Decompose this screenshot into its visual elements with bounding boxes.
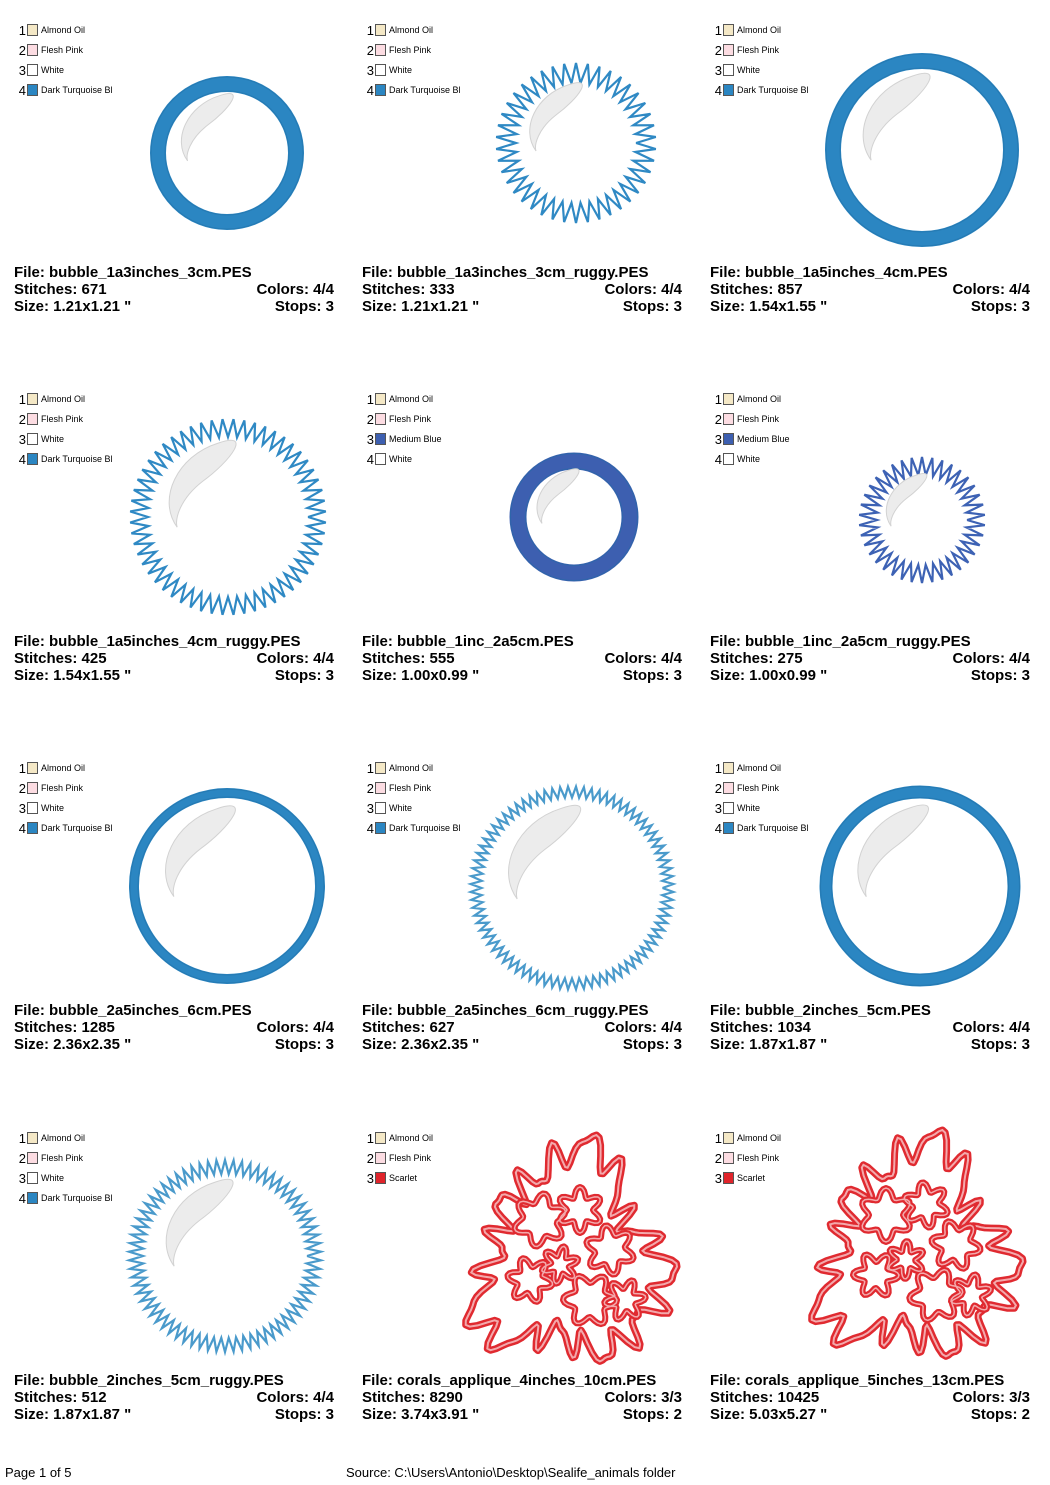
design-size: Size: 1.54x1.55 " [14,667,132,684]
color-count: Colors: 4/4 [604,1019,682,1036]
thread-color-item [16,1128,113,1148]
thread-swatch [375,44,386,56]
stitch-count: Stitches: 671 [14,281,107,298]
thread-name: Scarlet [389,1173,418,1183]
thread-name: Flesh Pink [389,1153,432,1163]
stitch-count: Stitches: 512 [14,1389,107,1406]
design-info [710,633,1030,684]
thread-color-item [712,758,809,778]
thread-name: White [389,65,413,75]
color-count: Colors: 3/3 [604,1389,682,1406]
thread-name: White [389,454,413,464]
thread-swatch [723,802,734,814]
thread-swatch [375,762,386,774]
thread-name: White [41,803,65,813]
thread-color-item [16,60,113,80]
file-name: File: bubble_1a3inches_3cm_ruggy.PES [362,264,649,281]
file-name: File: bubble_2a5inches_6cm_ruggy.PES [362,1002,649,1019]
thread-swatch [27,1152,38,1164]
design-info [710,1372,1030,1423]
thread-swatch [27,433,38,445]
thread-swatch [27,64,38,76]
thread-swatch [723,762,734,774]
design-card [710,738,1050,1098]
thread-color-list [364,1128,433,1188]
thread-name: White [737,454,761,464]
thread-color-item [16,778,113,798]
thread-swatch [375,393,386,405]
design-size: Size: 1.87x1.87 " [710,1036,828,1053]
thread-color-item [712,1168,781,1188]
thread-number: 3 [18,1170,26,1186]
color-count: Colors: 3/3 [952,1389,1030,1406]
file-name: File: bubble_1inc_2a5cm.PES [362,633,574,650]
thread-color-item [364,389,442,409]
thread-number: 4 [714,451,722,467]
thread-color-item [364,80,461,100]
thread-name: Almond Oil [737,394,782,404]
thread-swatch [723,822,734,834]
thread-name: Almond Oil [41,1133,86,1143]
thread-swatch [375,1172,386,1184]
thread-color-item [712,389,790,409]
design-info [362,264,682,315]
stop-count: Stops: 3 [274,1406,334,1423]
thread-name: White [389,803,413,813]
thread-color-item [16,1168,113,1188]
thread-swatch [27,44,38,56]
thread-swatch [27,802,38,814]
design-card [362,369,702,729]
thread-color-item [364,1168,433,1188]
thread-name: White [41,434,65,444]
color-count: Colors: 4/4 [604,650,682,667]
thread-number: 1 [18,760,26,776]
thread-name: Dark Turquoise Bl [389,823,461,833]
thread-name: Almond Oil [41,25,86,35]
design-card [14,0,354,360]
design-size: Size: 5.03x5.27 " [710,1406,828,1423]
thread-color-list [364,758,461,838]
thread-name: Scarlet [737,1173,766,1183]
thread-color-list [16,20,113,100]
thread-number: 2 [366,780,374,796]
thread-name: Flesh Pink [737,1153,780,1163]
thread-name: Flesh Pink [737,45,780,55]
stop-count: Stops: 3 [274,667,334,684]
thread-number: 2 [714,42,722,58]
thread-number: 2 [18,42,26,58]
color-count: Colors: 4/4 [256,1389,334,1406]
design-size: Size: 1.54x1.55 " [710,298,828,315]
thread-number: 3 [18,62,26,78]
thread-swatch [723,64,734,76]
thread-number: 3 [714,800,722,816]
thread-swatch [27,393,38,405]
thread-swatch [375,453,386,465]
thread-color-item [364,20,461,40]
thread-color-list [16,1128,113,1208]
thread-number: 2 [366,42,374,58]
thread-name: White [737,65,761,75]
thread-color-item [364,818,461,838]
stitch-count: Stitches: 555 [362,650,455,667]
thread-number: 3 [366,431,374,447]
thread-number: 4 [18,820,26,836]
thread-swatch [723,393,734,405]
thread-color-item [16,389,113,409]
thread-swatch [723,44,734,56]
thread-number: 1 [366,1130,374,1146]
file-name: File: bubble_2inches_5cm_ruggy.PES [14,1372,284,1389]
thread-name: Medium Blue [737,434,790,444]
stop-count: Stops: 2 [970,1406,1030,1423]
thread-swatch [375,1152,386,1164]
file-name: File: bubble_1a5inches_4cm.PES [710,264,948,281]
thread-swatch [723,1172,734,1184]
thread-color-item [712,1128,781,1148]
thread-color-item [712,798,809,818]
thread-swatch [375,802,386,814]
thread-color-item [712,409,790,429]
design-size: Size: 3.74x3.91 " [362,1406,480,1423]
thread-color-item [16,20,113,40]
thread-swatch [723,1152,734,1164]
thread-swatch [375,64,386,76]
thread-swatch [27,1192,38,1204]
thread-number: 1 [18,391,26,407]
thread-color-item [712,818,809,838]
design-info [362,633,682,684]
color-count: Colors: 4/4 [952,1019,1030,1036]
thread-name: Almond Oil [389,394,434,404]
thread-swatch [27,413,38,425]
file-name: File: bubble_2inches_5cm.PES [710,1002,931,1019]
stop-count: Stops: 3 [622,1036,682,1053]
design-card [710,0,1050,360]
thread-name: Flesh Pink [41,414,84,424]
stop-count: Stops: 3 [622,667,682,684]
design-info [362,1372,682,1423]
thread-swatch [27,453,38,465]
thread-name: Dark Turquoise Bl [41,823,113,833]
design-info [14,1372,334,1423]
design-size: Size: 2.36x2.35 " [14,1036,132,1053]
design-info [362,1002,682,1053]
thread-name: Dark Turquoise Bl [41,454,113,464]
thread-name: Flesh Pink [41,783,84,793]
thread-swatch [27,1172,38,1184]
design-size: Size: 1.00x0.99 " [710,667,828,684]
thread-swatch [375,1132,386,1144]
color-count: Colors: 4/4 [604,281,682,298]
thread-name: Almond Oil [737,1133,782,1143]
stitch-count: Stitches: 1285 [14,1019,115,1036]
thread-name: Almond Oil [389,25,434,35]
design-size: Size: 1.87x1.87 " [14,1406,132,1423]
thread-swatch [27,1132,38,1144]
thread-name: Flesh Pink [389,414,432,424]
thread-number: 2 [18,411,26,427]
design-info [14,264,334,315]
source-path: Source: C:\Users\Antonio\Desktop\Sealife_animals folder [346,1465,676,1480]
thread-number: 4 [366,82,374,98]
thread-number: 4 [18,451,26,467]
thread-name: Almond Oil [737,25,782,35]
thread-color-item [364,1148,433,1168]
thread-color-list [712,758,809,838]
design-size: Size: 1.21x1.21 " [14,298,132,315]
thread-number: 2 [18,1150,26,1166]
thread-color-list [712,20,809,100]
thread-color-item [16,429,113,449]
thread-name: Dark Turquoise Bl [737,85,809,95]
thread-color-item [16,80,113,100]
thread-color-item [16,1188,113,1208]
thread-number: 4 [18,1190,26,1206]
thread-swatch [27,822,38,834]
thread-number: 1 [714,1130,722,1146]
thread-color-list [16,389,113,469]
thread-color-item [364,778,461,798]
thread-color-list [712,389,790,469]
stop-count: Stops: 3 [622,298,682,315]
design-info [710,264,1030,315]
thread-swatch [27,84,38,96]
thread-number: 2 [366,1150,374,1166]
thread-color-item [16,449,113,469]
thread-number: 2 [714,411,722,427]
thread-number: 4 [18,82,26,98]
thread-color-list [364,389,442,469]
thread-name: White [41,1173,65,1183]
thread-color-item [364,758,461,778]
thread-swatch [375,822,386,834]
thread-number: 4 [714,820,722,836]
thread-swatch [27,24,38,36]
thread-name: White [737,803,761,813]
stitch-count: Stitches: 1034 [710,1019,811,1036]
design-card [710,369,1050,729]
stop-count: Stops: 3 [970,298,1030,315]
thread-color-item [712,1148,781,1168]
stitch-count: Stitches: 8290 [362,1389,463,1406]
thread-name: Medium Blue [389,434,442,444]
thread-swatch [375,433,386,445]
thread-color-item [712,60,809,80]
thread-name: Flesh Pink [389,783,432,793]
thread-color-item [712,778,809,798]
thread-color-item [364,449,442,469]
thread-swatch [723,453,734,465]
color-count: Colors: 4/4 [256,650,334,667]
design-size: Size: 1.00x0.99 " [362,667,480,684]
design-size: Size: 1.21x1.21 " [362,298,480,315]
thread-color-list [16,758,113,838]
stop-count: Stops: 3 [970,1036,1030,1053]
page-number: Page 1 of 5 [5,1465,72,1480]
stitch-count: Stitches: 627 [362,1019,455,1036]
stop-count: Stops: 3 [274,1036,334,1053]
stop-count: Stops: 3 [274,298,334,315]
thread-number: 2 [714,1150,722,1166]
thread-swatch [723,413,734,425]
thread-swatch [723,782,734,794]
thread-number: 3 [18,800,26,816]
design-card [362,1108,702,1468]
thread-number: 3 [366,1170,374,1186]
color-count: Colors: 4/4 [256,281,334,298]
thread-color-item [16,818,113,838]
thread-color-item [712,429,790,449]
color-count: Colors: 4/4 [256,1019,334,1036]
thread-color-item [364,1128,433,1148]
thread-number: 1 [366,22,374,38]
thread-number: 4 [714,82,722,98]
design-info [14,633,334,684]
design-card [710,1108,1050,1468]
thread-number: 3 [18,431,26,447]
thread-name: Almond Oil [737,763,782,773]
thread-number: 3 [366,62,374,78]
thread-color-item [712,20,809,40]
thread-name: Almond Oil [41,763,86,773]
thread-number: 3 [714,1170,722,1186]
design-info [14,1002,334,1053]
thread-swatch [27,782,38,794]
thread-swatch [375,84,386,96]
thread-name: Flesh Pink [737,783,780,793]
thread-name: Almond Oil [389,1133,434,1143]
design-size: Size: 2.36x2.35 " [362,1036,480,1053]
design-card [14,369,354,729]
thread-swatch [723,24,734,36]
file-name: File: bubble_2a5inches_6cm.PES [14,1002,252,1019]
thread-name: Dark Turquoise Bl [41,1193,113,1203]
thread-name: Dark Turquoise Bl [737,823,809,833]
thread-swatch [723,433,734,445]
thread-color-item [364,60,461,80]
thread-number: 1 [714,22,722,38]
stitch-count: Stitches: 857 [710,281,803,298]
design-card [14,738,354,1098]
stitch-count: Stitches: 333 [362,281,455,298]
stitch-count: Stitches: 425 [14,650,107,667]
thread-name: Flesh Pink [41,1153,84,1163]
thread-color-item [364,409,442,429]
thread-name: Dark Turquoise Bl [41,85,113,95]
thread-color-item [364,798,461,818]
thread-name: Almond Oil [41,394,86,404]
thread-number: 4 [366,451,374,467]
thread-number: 1 [714,760,722,776]
thread-color-item [712,449,790,469]
thread-number: 3 [714,62,722,78]
thread-number: 1 [18,22,26,38]
thread-number: 3 [714,431,722,447]
thread-number: 2 [366,411,374,427]
design-info [710,1002,1030,1053]
thread-color-item [16,758,113,778]
thread-name: Flesh Pink [41,45,84,55]
file-name: File: corals_applique_5inches_13cm.PES [710,1372,1005,1389]
thread-color-item [16,40,113,60]
file-name: File: bubble_1inc_2a5cm_ruggy.PES [710,633,971,650]
thread-number: 2 [714,780,722,796]
thread-color-item [16,409,113,429]
stitch-count: Stitches: 275 [710,650,803,667]
thread-swatch [375,413,386,425]
thread-name: Dark Turquoise Bl [389,85,461,95]
design-card [362,0,702,360]
thread-color-item [16,1148,113,1168]
thread-number: 1 [366,391,374,407]
thread-color-item [712,40,809,60]
thread-color-list [364,20,461,100]
stop-count: Stops: 3 [970,667,1030,684]
thread-swatch [723,1132,734,1144]
thread-color-item [712,80,809,100]
stop-count: Stops: 2 [622,1406,682,1423]
file-name: File: bubble_1a5inches_4cm_ruggy.PES [14,633,301,650]
design-card [14,1108,354,1468]
thread-name: Almond Oil [389,763,434,773]
thread-swatch [375,24,386,36]
thread-color-item [364,429,442,449]
thread-name: Flesh Pink [389,45,432,55]
thread-number: 1 [366,760,374,776]
thread-number: 4 [366,820,374,836]
thread-name: Flesh Pink [737,414,780,424]
thread-swatch [375,782,386,794]
stitch-count: Stitches: 10425 [710,1389,820,1406]
thread-number: 1 [18,1130,26,1146]
thread-number: 1 [714,391,722,407]
thread-number: 3 [366,800,374,816]
color-count: Colors: 4/4 [952,650,1030,667]
thread-color-list [712,1128,781,1188]
thread-color-item [16,798,113,818]
design-card [362,738,702,1098]
thread-swatch [723,84,734,96]
thread-color-item [364,40,461,60]
thread-swatch [27,762,38,774]
file-name: File: bubble_1a3inches_3cm.PES [14,264,252,281]
thread-name: White [41,65,65,75]
file-name: File: corals_applique_4inches_10cm.PES [362,1372,657,1389]
color-count: Colors: 4/4 [952,281,1030,298]
thread-number: 2 [18,780,26,796]
